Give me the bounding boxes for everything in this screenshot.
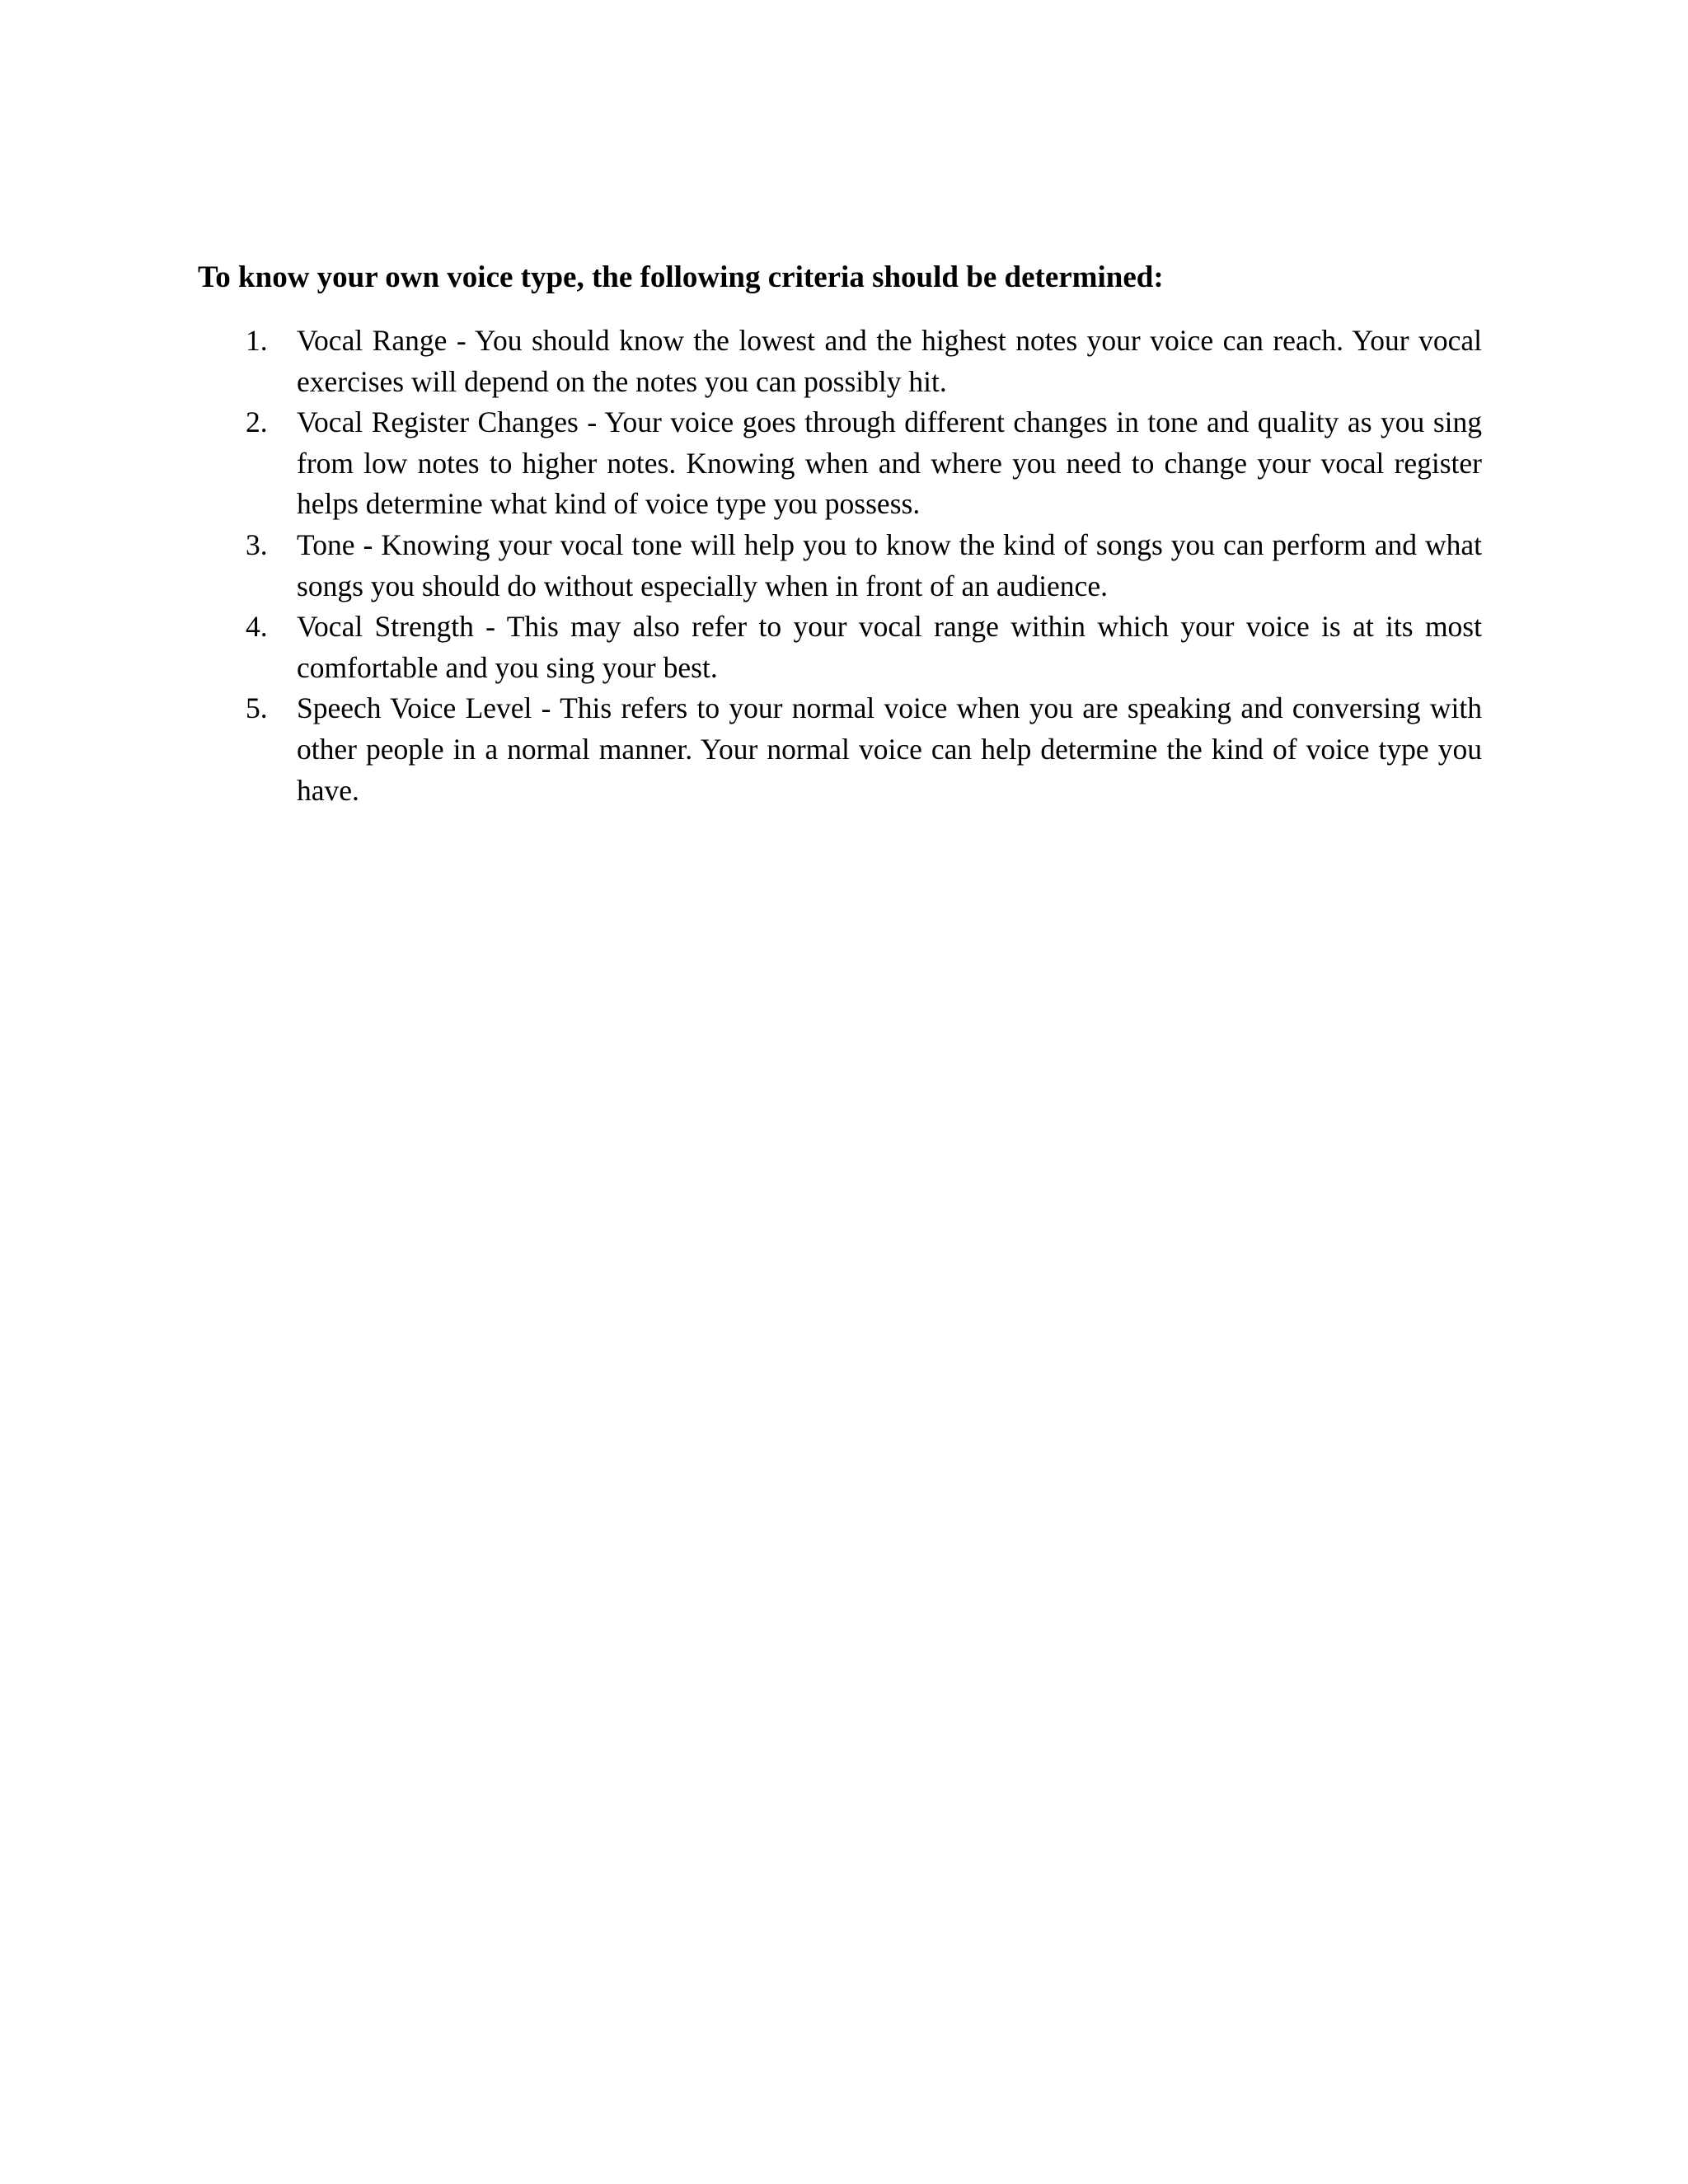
list-item bbox=[198, 525, 1482, 607]
list-item-text: Vocal Register Changes - Your voice goes through different changes in tone and quality as you sing from low notes to higher notes. Knowing when and where you need to change your vocal register helps determine what kind of voice type you possess. bbox=[297, 405, 1482, 521]
list-item-text: Vocal Range - You should know the lowest and the highest notes your voice can reach. Your vocal exercises will depend on the notes you can possibly hit. bbox=[297, 324, 1482, 398]
list-item-number: 5. bbox=[246, 691, 268, 725]
list-item bbox=[198, 607, 1482, 688]
list-item-text: Tone - Knowing your vocal tone will help you to know the kind of songs you can perform and what songs you should do without especially when in front of an audience. bbox=[297, 527, 1482, 602]
document-heading: To know your own voice type, the following criteria should be determined: bbox=[198, 260, 1164, 294]
list-item-text: Vocal Strength - This may also refer to your vocal range within which your voice is at its most comfortable and you sing your best. bbox=[297, 610, 1482, 684]
list-item bbox=[198, 688, 1482, 811]
list-item bbox=[198, 402, 1482, 525]
list-item bbox=[198, 321, 1482, 402]
list-item-number: 3. bbox=[246, 527, 268, 561]
list-item-text: Speech Voice Level - This refers to your normal voice when you are speaking and conversing with other people in a normal manner. Your normal voice can help determine the kind of voice type you have. bbox=[297, 691, 1482, 807]
list-item-number: 1. bbox=[246, 324, 268, 357]
criteria-list bbox=[198, 321, 1482, 811]
list-item-number: 2. bbox=[246, 405, 268, 439]
list-item-number: 4. bbox=[246, 610, 268, 644]
